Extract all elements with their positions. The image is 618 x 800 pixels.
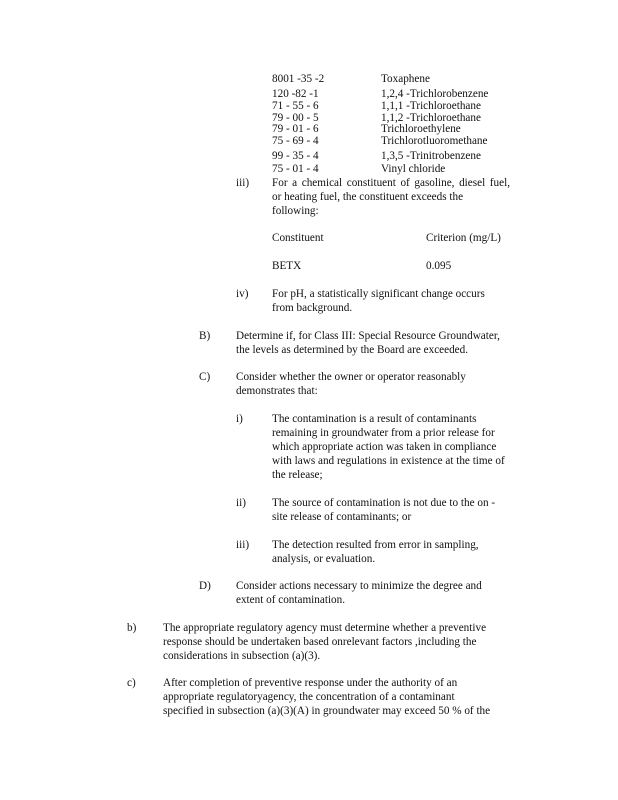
text-line: For a chemical constituent of gasoline, diesel fuel, xyxy=(272,177,510,189)
text-line: Consider whether the owner or operator reasonably xyxy=(236,371,466,383)
text-line: from background. xyxy=(272,302,353,314)
text-line: specified in subsection (a)(3)(A) in groundwater may exceed 50 % of the xyxy=(163,705,491,717)
item-text xyxy=(163,677,490,717)
text-line: appropriate regulatoryagency, the concentration of a contaminant xyxy=(163,691,455,703)
item-label: iii) xyxy=(236,177,250,189)
cas-number: 99 - 35 - 4 xyxy=(272,150,319,162)
text-line: remaining in groundwater from a prior release for xyxy=(272,427,495,439)
text-line: The contamination is a result of contaminants xyxy=(272,413,477,425)
text-line: analysis, or evaluation. xyxy=(272,553,376,565)
chemical-name: Trichloroethylene xyxy=(381,123,461,135)
chemical-name: 1,3,5 -Trinitrobenzene xyxy=(381,150,481,162)
item-label: b) xyxy=(127,622,137,634)
text-line: For pH, a statistically significant change occurs xyxy=(272,288,485,300)
item-label: C) xyxy=(199,371,211,383)
chemical-name: 1,1,1 -Trichloroethane xyxy=(381,100,481,112)
item-text xyxy=(272,539,479,565)
chemical-name: 1,1,2 -Trichloroethane xyxy=(381,112,481,124)
item-label: iii) xyxy=(236,539,250,551)
item-text xyxy=(272,288,485,314)
cas-number: 120 -82 -1 xyxy=(272,88,319,100)
item-label: i) xyxy=(236,413,243,425)
chemical-name: Vinyl chloride xyxy=(381,163,446,175)
table-cell-criterion: 0.095 xyxy=(426,260,452,272)
text-line: which appropriate action was taken in compliance xyxy=(272,441,497,453)
text-line: with laws and regulations in existence at the time of xyxy=(272,455,505,467)
text-line: following: xyxy=(272,205,319,217)
cas-number: 75 - 69 - 4 xyxy=(272,135,319,147)
text-line: the levels as determined by the Board are exceeded. xyxy=(236,344,469,356)
chemical-name: Trichlorotluoromethane xyxy=(381,135,488,147)
text-line: the release; xyxy=(272,469,323,481)
table-cell-constituent: BETX xyxy=(272,260,302,272)
text-line: or heating fuel, the constituent exceeds the xyxy=(272,191,464,203)
item-text xyxy=(236,330,500,356)
text-line: The detection resulted from error in sampling, xyxy=(272,539,479,551)
item-text xyxy=(236,371,466,397)
cas-number: 75 - 01 - 4 xyxy=(272,163,319,175)
cas-number: 71 - 55 - 6 xyxy=(272,100,319,112)
item-text xyxy=(272,177,510,217)
item-label: iv) xyxy=(236,288,249,300)
text-line: demonstrates that: xyxy=(236,385,318,397)
cas-number: 79 - 01 - 6 xyxy=(272,123,319,135)
text-line: Determine if, for Class III: Special Resource Groundwater, xyxy=(236,330,500,342)
item-text xyxy=(272,413,505,481)
item-text xyxy=(272,497,495,523)
text-line: After completion of preventive response under the authority of an xyxy=(163,677,458,689)
chemical-name: Toxaphene xyxy=(381,73,430,85)
text-line: The appropriate regulatory agency must determine whether a preventive xyxy=(163,622,487,634)
text-line: The source of contamination is not due to the on - xyxy=(272,497,496,509)
text-line: response should be undertaken based onrelevant factors ,including the xyxy=(163,636,477,648)
cas-number: 79 - 00 - 5 xyxy=(272,112,319,124)
text-line: extent of contamination. xyxy=(236,594,346,606)
text-line: considerations in subsection (a)(3). xyxy=(163,650,321,662)
table-header-criterion: Criterion (mg/L) xyxy=(426,232,501,244)
item-label: c) xyxy=(127,677,136,689)
text-line: site release of contaminants; or xyxy=(272,511,412,523)
item-label: D) xyxy=(199,580,211,592)
cas-number: 8001 -35 -2 xyxy=(272,73,325,85)
chemical-name: 1,2,4 -Trichlorobenzene xyxy=(381,88,489,100)
table-header-constituent: Constituent xyxy=(272,232,324,244)
item-label: ii) xyxy=(236,497,246,509)
item-label: B) xyxy=(199,330,211,342)
item-text xyxy=(236,580,482,606)
item-text xyxy=(163,622,486,662)
text-line: Consider actions necessary to minimize the degree and xyxy=(236,580,482,592)
